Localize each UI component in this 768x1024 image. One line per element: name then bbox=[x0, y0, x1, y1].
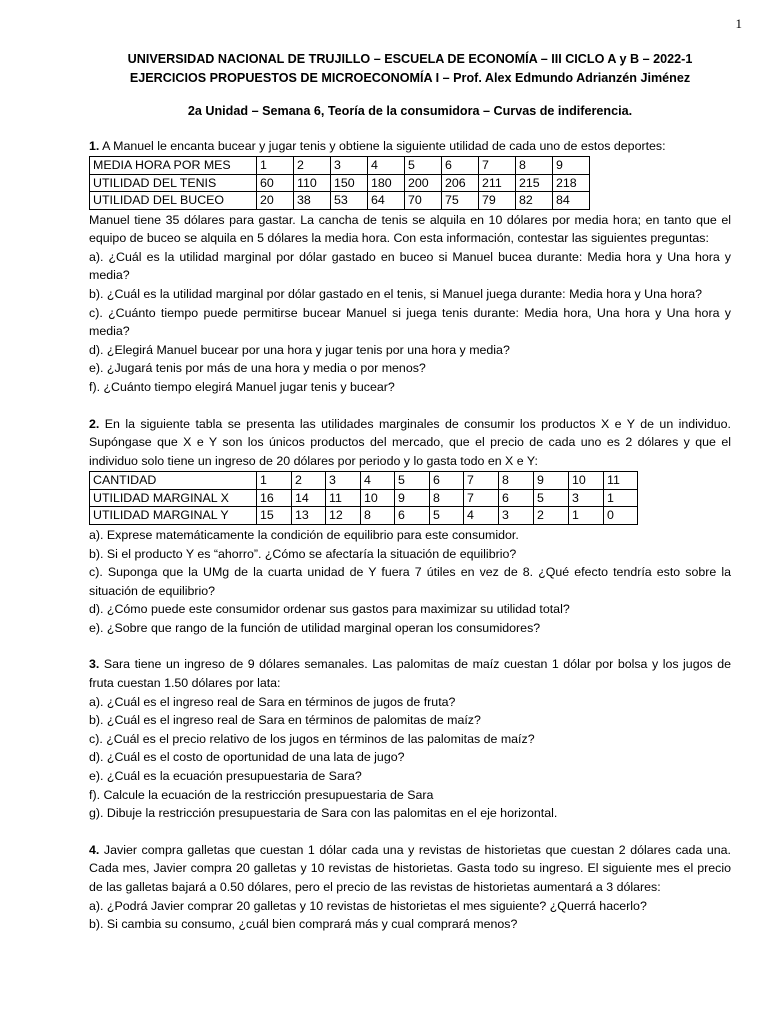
problem-1 bbox=[89, 137, 731, 397]
table-cell: 6 bbox=[442, 157, 479, 175]
table-cell: 3 bbox=[569, 489, 604, 507]
table-cell: 10 bbox=[569, 472, 604, 490]
question-item: e). ¿Sobre que rango de la función de utilidad marginal operan los consumidores? bbox=[89, 620, 541, 635]
table-cell: 75 bbox=[442, 192, 479, 210]
table-cell: 60 bbox=[257, 174, 294, 192]
table-cell: 20 bbox=[257, 192, 294, 210]
question-item: b). Si el producto Y es “ahorro”. ¿Cómo se afectaría la situación de equilibrio? bbox=[89, 546, 517, 561]
table-cell: 10 bbox=[361, 489, 395, 507]
table-cell: 4 bbox=[361, 472, 395, 490]
table-cell: 9 bbox=[534, 472, 569, 490]
table-cell: 110 bbox=[294, 174, 331, 192]
row-header-cell: MEDIA HORA POR MES bbox=[90, 157, 257, 175]
problem-intro bbox=[89, 415, 731, 471]
row-header-cell: UTILIDAD MARGINAL Y bbox=[90, 507, 257, 525]
table-cell: 8 bbox=[516, 157, 553, 175]
table-cell: 200 bbox=[405, 174, 442, 192]
table-cell: 2 bbox=[294, 157, 331, 175]
problem-list bbox=[89, 137, 731, 934]
table-row bbox=[90, 507, 638, 525]
table-row bbox=[90, 174, 590, 192]
table-cell: 11 bbox=[326, 489, 361, 507]
table-cell: 6 bbox=[499, 489, 534, 507]
page-number: 1 bbox=[735, 16, 742, 31]
problem-intro-text: A Manuel le encanta bucear y jugar tenis y obtiene la siguiente utilidad de cada uno de estos deportes: bbox=[99, 138, 666, 153]
table-cell: 15 bbox=[257, 507, 292, 525]
problem-intro bbox=[89, 841, 731, 897]
table-cell: 38 bbox=[294, 192, 331, 210]
row-header-cell: CANTIDAD bbox=[90, 472, 257, 490]
question-item: f). ¿Cuánto tiempo elegirá Manuel jugar tenis y bucear? bbox=[89, 380, 395, 395]
table-cell: 79 bbox=[479, 192, 516, 210]
row-header-cell: UTILIDAD MARGINAL X bbox=[90, 489, 257, 507]
table-cell: 7 bbox=[464, 472, 499, 490]
problem-intro bbox=[89, 137, 731, 156]
table-cell: 7 bbox=[464, 489, 499, 507]
question-item: b). ¿Cuál es la utilidad marginal por dólar gastado en el tenis, si Manuel juega durante: Media hora y Una hora? bbox=[89, 287, 703, 302]
table-cell: 218 bbox=[553, 174, 590, 192]
table-cell: 8 bbox=[499, 472, 534, 490]
table-cell: 64 bbox=[368, 192, 405, 210]
table-cell: 12 bbox=[326, 507, 361, 525]
row-header-cell: UTILIDAD DEL BUCEO bbox=[90, 192, 257, 210]
question-item: f). Calcule la ecuación de la restricción presupuestaria de Sara bbox=[89, 787, 434, 802]
problem-number: 4. bbox=[89, 842, 100, 857]
problem-3 bbox=[89, 655, 731, 822]
question-item: a). ¿Cuál es la utilidad marginal por dólar gastado en buceo si Manuel bucea durante: Media hora y Una hora y media? bbox=[89, 249, 731, 283]
unit-subtitle: 2a Unidad – Semana 6, Teoría de la consumidora – Curvas de indiferencia. bbox=[187, 104, 633, 118]
utility-table bbox=[89, 156, 590, 210]
question-item: b). ¿Cuál es el ingreso real de Sara en términos de palomitas de maíz? bbox=[89, 713, 481, 728]
problem-2 bbox=[89, 415, 731, 638]
table-cell: 0 bbox=[604, 507, 638, 525]
question-item: e). ¿Cuál es la ecuación presupuestaria de Sara? bbox=[89, 769, 362, 784]
question-item: a). Exprese matemáticamente la condición de equilibrio para este consumidor. bbox=[89, 527, 519, 542]
table-cell: 5 bbox=[534, 489, 569, 507]
problem-statement: Manuel tiene 35 dólares para gastar. La cancha de tenis se alquila en 10 dólares por media hora; en tanto que el equipo de buceo se alquila en 5 dólares la media hora. Con esta información, contestar las siguientes preguntas: bbox=[89, 212, 731, 246]
table-cell: 2 bbox=[534, 507, 569, 525]
question-item: c). ¿Cuál es el precio relativo de los jugos en términos de las palomitas de maíz? bbox=[89, 731, 535, 746]
table-cell: 3 bbox=[331, 157, 368, 175]
table-cell: 16 bbox=[257, 489, 292, 507]
table-cell: 1 bbox=[257, 157, 294, 175]
table-cell: 150 bbox=[331, 174, 368, 192]
table-cell: 5 bbox=[395, 472, 430, 490]
problem-intro-text: Javier compra galletas que cuestan 1 dólar cada una y revistas de historietas que cuestan 2 dólares cada una. Cada mes, Javier compra 20 galletas y 10 revistas de historietas. Gasta todo su ingreso. El siguiente mes el precio de las galletas bajará a 0.50 dólares, pero el precio de las revistas de historietas aumentará a 3 dólares: bbox=[89, 842, 731, 894]
table-cell: 7 bbox=[479, 157, 516, 175]
question-item: d). ¿Cómo puede este consumidor ordenar sus gastos para maximizar su utilidad total? bbox=[89, 602, 570, 617]
table-cell: 206 bbox=[442, 174, 479, 192]
table-cell: 9 bbox=[395, 489, 430, 507]
table-cell: 82 bbox=[516, 192, 553, 210]
table-cell: 1 bbox=[569, 507, 604, 525]
problem-number: 3. bbox=[89, 657, 100, 672]
table-cell: 8 bbox=[430, 489, 464, 507]
question-item: b). Si cambia su consumo, ¿cuál bien comprará más y cual comprará menos? bbox=[89, 917, 518, 932]
document-body bbox=[89, 50, 731, 952]
question-item: d). ¿Cuál es el costo de oportunidad de una lata de jugo? bbox=[89, 750, 405, 765]
table-cell: 211 bbox=[479, 174, 516, 192]
question-item: c). ¿Cuánto tiempo puede permitirse bucear Manuel si juega tenis durante: Media hora, Una hora y Una hora y media? bbox=[89, 305, 731, 339]
table-cell: 5 bbox=[405, 157, 442, 175]
table-cell: 6 bbox=[395, 507, 430, 525]
question-item: d). ¿Elegirá Manuel bucear por una hora y jugar tenis por una hora y media? bbox=[89, 342, 510, 357]
table-cell: 11 bbox=[604, 472, 638, 490]
table-row bbox=[90, 157, 590, 175]
problem-4 bbox=[89, 841, 731, 934]
header-line-1: UNIVERSIDAD NACIONAL DE TRUJILLO – ESCUELA DE ECONOMÍA – III CICLO A y B – 2022-1 bbox=[127, 52, 693, 66]
table-cell: 53 bbox=[331, 192, 368, 210]
problem-number: 1. bbox=[89, 138, 100, 153]
problem-intro-text: Sara tiene un ingreso de 9 dólares semanales. Las palomitas de maíz cuestan 1 dólar por bolsa y los jugos de fruta cuestan 1.50 dólares por lata: bbox=[89, 657, 731, 691]
table-cell: 4 bbox=[368, 157, 405, 175]
table-cell: 13 bbox=[292, 507, 326, 525]
question-item: g). Dibuje la restricción presupuestaria de Sara con las palomitas en el eje horizontal. bbox=[89, 806, 558, 821]
header-line-2: EJERCICIOS PROPUESTOS DE MICROECONOMÍA I – Prof. Alex Edmundo Adrianzén Jiménez bbox=[129, 71, 691, 85]
utility-table bbox=[89, 471, 638, 525]
question-item: a). ¿Podrá Javier comprar 20 galletas y 10 revistas de historietas el mes siguiente? ¿Querrá hacerlo? bbox=[89, 898, 647, 913]
problem-number: 2. bbox=[89, 416, 100, 431]
row-header-cell: UTILIDAD DEL TENIS bbox=[90, 174, 257, 192]
table-cell: 2 bbox=[292, 472, 326, 490]
table-cell: 6 bbox=[430, 472, 464, 490]
table-cell: 3 bbox=[326, 472, 361, 490]
question-item: a). ¿Cuál es el ingreso real de Sara en términos de jugos de fruta? bbox=[89, 694, 456, 709]
table-cell: 14 bbox=[292, 489, 326, 507]
table-cell: 9 bbox=[553, 157, 590, 175]
table-cell: 1 bbox=[257, 472, 292, 490]
problem-intro bbox=[89, 655, 731, 692]
document-header bbox=[89, 50, 731, 88]
table-cell: 5 bbox=[430, 507, 464, 525]
table-row bbox=[90, 472, 638, 490]
question-item: e). ¿Jugará tenis por más de una hora y media o por menos? bbox=[89, 361, 426, 376]
table-cell: 70 bbox=[405, 192, 442, 210]
table-row bbox=[90, 192, 590, 210]
table-row bbox=[90, 489, 638, 507]
table-cell: 1 bbox=[604, 489, 638, 507]
question-item: c). Suponga que la UMg de la cuarta unidad de Y fuera 7 útiles en vez de 8. ¿Qué efecto tendría esto sobre la situación de equilibrio? bbox=[89, 565, 731, 598]
table-cell: 215 bbox=[516, 174, 553, 192]
problem-intro-text: En la siguiente tabla se presenta las utilidades marginales de consumir los productos X e Y de un individuo. Supóngase que X e Y son los únicos productos del mercado, que el precio de cada uno es 2 dólares y que el individuo solo tiene un ingreso de 20 dólares por periodo y lo gasta todo en X e Y: bbox=[89, 416, 731, 468]
table-cell: 180 bbox=[368, 174, 405, 192]
table-cell: 84 bbox=[553, 192, 590, 210]
table-cell: 3 bbox=[499, 507, 534, 525]
table-cell: 8 bbox=[361, 507, 395, 525]
table-cell: 4 bbox=[464, 507, 499, 525]
